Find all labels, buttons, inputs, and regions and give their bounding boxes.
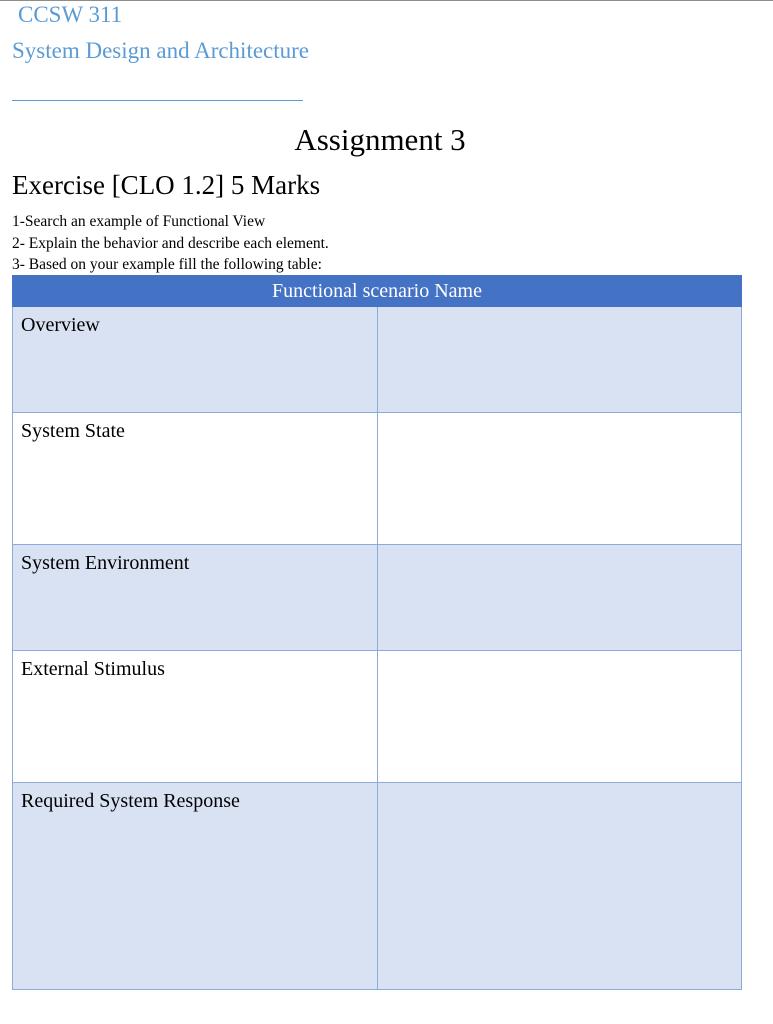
instruction-item: 2- Explain the behavior and describe each element. xyxy=(12,234,329,252)
page-title: Assignment 3 xyxy=(294,122,466,157)
instructions-list xyxy=(12,211,329,276)
row-value-cell[interactable] xyxy=(377,545,742,651)
row-label: Overview xyxy=(13,307,378,413)
row-value-cell[interactable] xyxy=(377,783,742,990)
instruction-item: 1-Search an example of Functional View xyxy=(12,213,266,230)
row-label: External Stimulus xyxy=(13,651,378,783)
table-row-system-environment xyxy=(13,545,742,651)
table-row-required-system-response xyxy=(13,783,742,990)
exercise-heading: Exercise [CLO 1.2] 5 Marks xyxy=(12,170,321,200)
row-value-cell[interactable] xyxy=(377,307,742,413)
table-header: Functional scenario Name xyxy=(13,276,742,307)
header-divider xyxy=(12,100,303,101)
top-rule xyxy=(0,0,773,1)
functional-scenario-table xyxy=(12,275,742,990)
table-row-system-state xyxy=(13,413,742,545)
row-label: System Environment xyxy=(13,545,378,651)
row-label: System State xyxy=(13,413,378,545)
course-code: CCSW 311 xyxy=(18,2,123,27)
row-value-cell[interactable] xyxy=(377,651,742,783)
course-name: System Design and Architecture xyxy=(12,38,310,63)
instruction-item: 3- Based on your example fill the following table: xyxy=(12,256,322,273)
table-row-external-stimulus xyxy=(13,651,742,783)
table-row-overview xyxy=(13,307,742,413)
row-label: Required System Response xyxy=(13,783,378,990)
row-value-cell[interactable] xyxy=(377,413,742,545)
